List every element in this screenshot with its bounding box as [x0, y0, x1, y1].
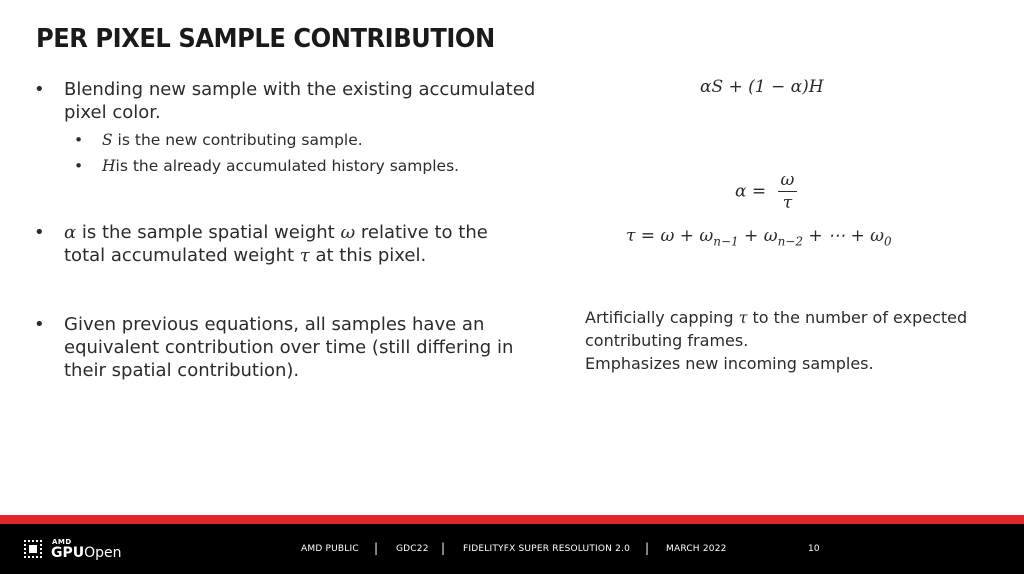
- sub-bullet-h: • His the already accumulated history samples.: [74, 157, 460, 175]
- bullet-equivalent: • Given previous equations, all samples have an equivalent contribution over time (still differing in their spatial contribution).: [34, 314, 514, 381]
- footer-product: FIDELITYFX SUPER RESOLUTION 2.0: [463, 544, 631, 554]
- slide-title: PER PIXEL SAMPLE CONTRIBUTION: [36, 24, 495, 54]
- bullet-dot: •: [74, 157, 84, 175]
- footer-accent-bar: [0, 515, 1024, 524]
- tau-equation: $\tau = \omega + \omega_{n-1} + \omega_{n-2}$ + ⋯ + $\omega_0$: [626, 226, 892, 249]
- bullet-dot: •: [34, 314, 45, 335]
- footer-date: MARCH 2022: [666, 544, 727, 554]
- bullet-alpha: • α is the sample spatial weight ω relative to the total accumulated weight τ at this pixel.: [34, 222, 488, 266]
- alpha-equation: α = $\frac{\omega}{\tau}$: [735, 170, 797, 213]
- chip-icon: [24, 540, 42, 558]
- footer-separator: |: [645, 541, 650, 555]
- footer-event: GDC22: [396, 544, 429, 554]
- bullet-dot: •: [74, 131, 84, 149]
- bullet-dot: •: [34, 79, 45, 100]
- alpha-fraction: $\frac{\omega}{\tau}$: [778, 170, 798, 213]
- capping-note: Artificially capping τ to the number of expected contributing frames. Emphasizes new incoming samples.: [585, 308, 968, 373]
- footer-separator: |: [374, 541, 379, 555]
- sub-bullet-s: • S is the new contributing sample.: [74, 131, 363, 149]
- bullet-blending: • Blending new sample with the existing accumulated pixel color.: [34, 79, 536, 123]
- blend-equation: αS + (1 − α)H: [700, 77, 824, 97]
- footer-classification: AMD PUBLIC: [301, 544, 359, 554]
- page-number: 10: [808, 544, 820, 554]
- bullet-dot: •: [34, 222, 45, 243]
- footer-separator: |: [441, 541, 446, 555]
